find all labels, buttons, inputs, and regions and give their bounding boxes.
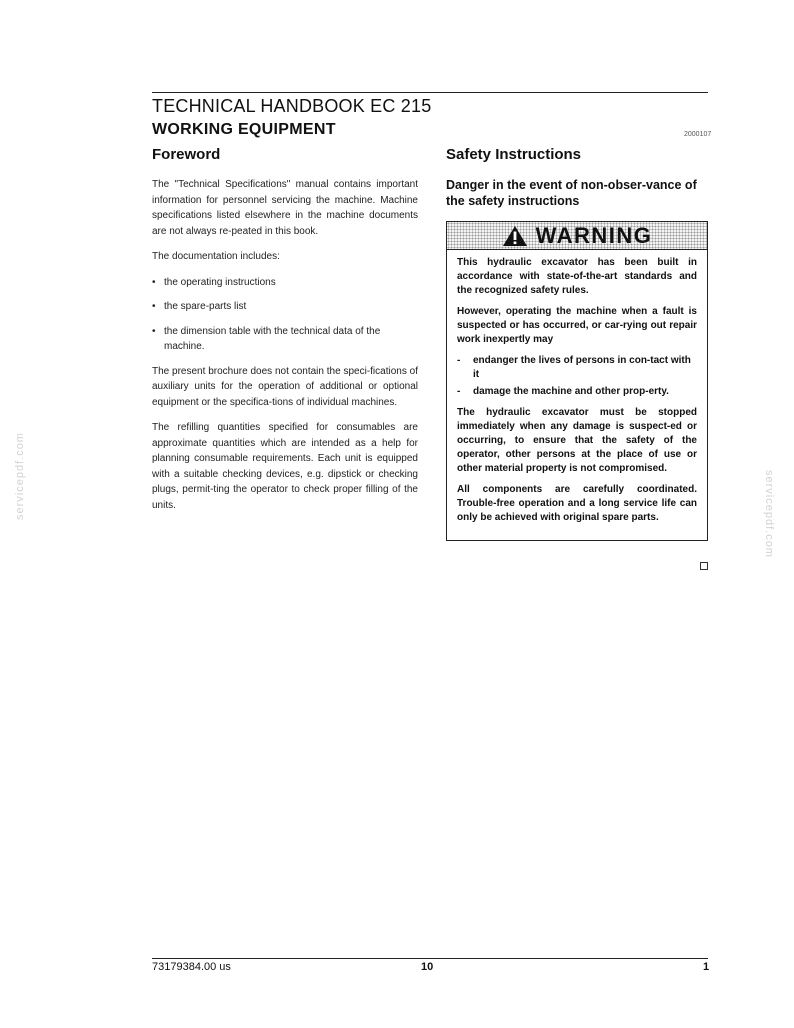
foreword-paragraph-3: The present brochure does not contain the speci-fications of auxiliary units for the operation of additional or optional equipment or the specifica-tions of individual machines. bbox=[152, 365, 418, 408]
list-item: • the dimension table with the technical data of the machine. bbox=[152, 324, 418, 355]
warning-triangle-icon bbox=[502, 225, 528, 247]
list-item: - damage the machine and other prop-erty. bbox=[457, 385, 697, 399]
warning-paragraph-4: All components are carefully coordinated. Trouble-free operation and a long service life can only be achieved with original spare parts. bbox=[457, 484, 697, 523]
footer-doc-number: 73179384.00 us bbox=[152, 961, 231, 973]
doc-id: 2000107 bbox=[684, 131, 712, 138]
warning-paragraph-2: However, operating the machine when a fault is suspected or has occurred, or car-rying out repair work inexpertly may bbox=[457, 306, 697, 345]
foreword-paragraph-4: The refilling quantities specified for consumables are approximate quantities which are intended as a help for planning consumable requirements. Each unit is equipped with a suitable checking devices, e.g. dipstick or checking plugs, permit-ting the operator to check proper filling of the units. bbox=[152, 422, 418, 511]
warning-paragraph-1: This hydraulic excavator has been built in accordance with state-of-the-art standards and the recognized safety rules. bbox=[457, 257, 697, 296]
section-title: WORKING EQUIPMENT bbox=[152, 121, 336, 138]
end-of-section-marker bbox=[700, 562, 708, 570]
list-item: • the spare-parts list bbox=[152, 299, 418, 315]
footer-page-number: 10 bbox=[421, 961, 434, 973]
warning-title: WARNING bbox=[535, 222, 653, 248]
watermark-left: servicepdf.com bbox=[14, 432, 26, 520]
footer-revision: 1 bbox=[703, 961, 710, 973]
foreword-paragraph-2: The documentation includes: bbox=[152, 251, 280, 262]
warning-list bbox=[457, 354, 697, 399]
warning-box bbox=[446, 221, 708, 541]
warning-paragraph-3: The hydraulic excavator must be stopped immediately when any damage is suspect-ed or occurring, to ensure that the safety of the operator, other persons at the place of use or other material property is not compromised. bbox=[457, 407, 697, 474]
footer-rule bbox=[152, 958, 708, 959]
safety-column bbox=[446, 146, 710, 541]
warning-header bbox=[447, 222, 707, 250]
documentation-list bbox=[152, 275, 418, 355]
header-rule bbox=[152, 92, 708, 93]
safety-heading: Safety Instructions bbox=[446, 146, 582, 163]
danger-heading: Danger in the event of non-obser-vance of the safety instructions bbox=[446, 178, 697, 208]
handbook-title: TECHNICAL HANDBOOK EC 215 bbox=[152, 96, 432, 116]
warning-content bbox=[447, 250, 707, 540]
watermark-right: servicepdf.com bbox=[763, 470, 775, 558]
foreword-paragraph-1: The "Technical Specifications" manual contains important information for personnel servicing the machine. Machine specifications listed elsewhere in the machine documents are not always re-peated in this book. bbox=[152, 179, 418, 237]
foreword-heading: Foreword bbox=[152, 146, 221, 163]
foreword-column bbox=[152, 146, 418, 523]
list-item: • the operating instructions bbox=[152, 275, 418, 291]
list-item: - endanger the lives of persons in con-tact with it bbox=[457, 354, 697, 382]
